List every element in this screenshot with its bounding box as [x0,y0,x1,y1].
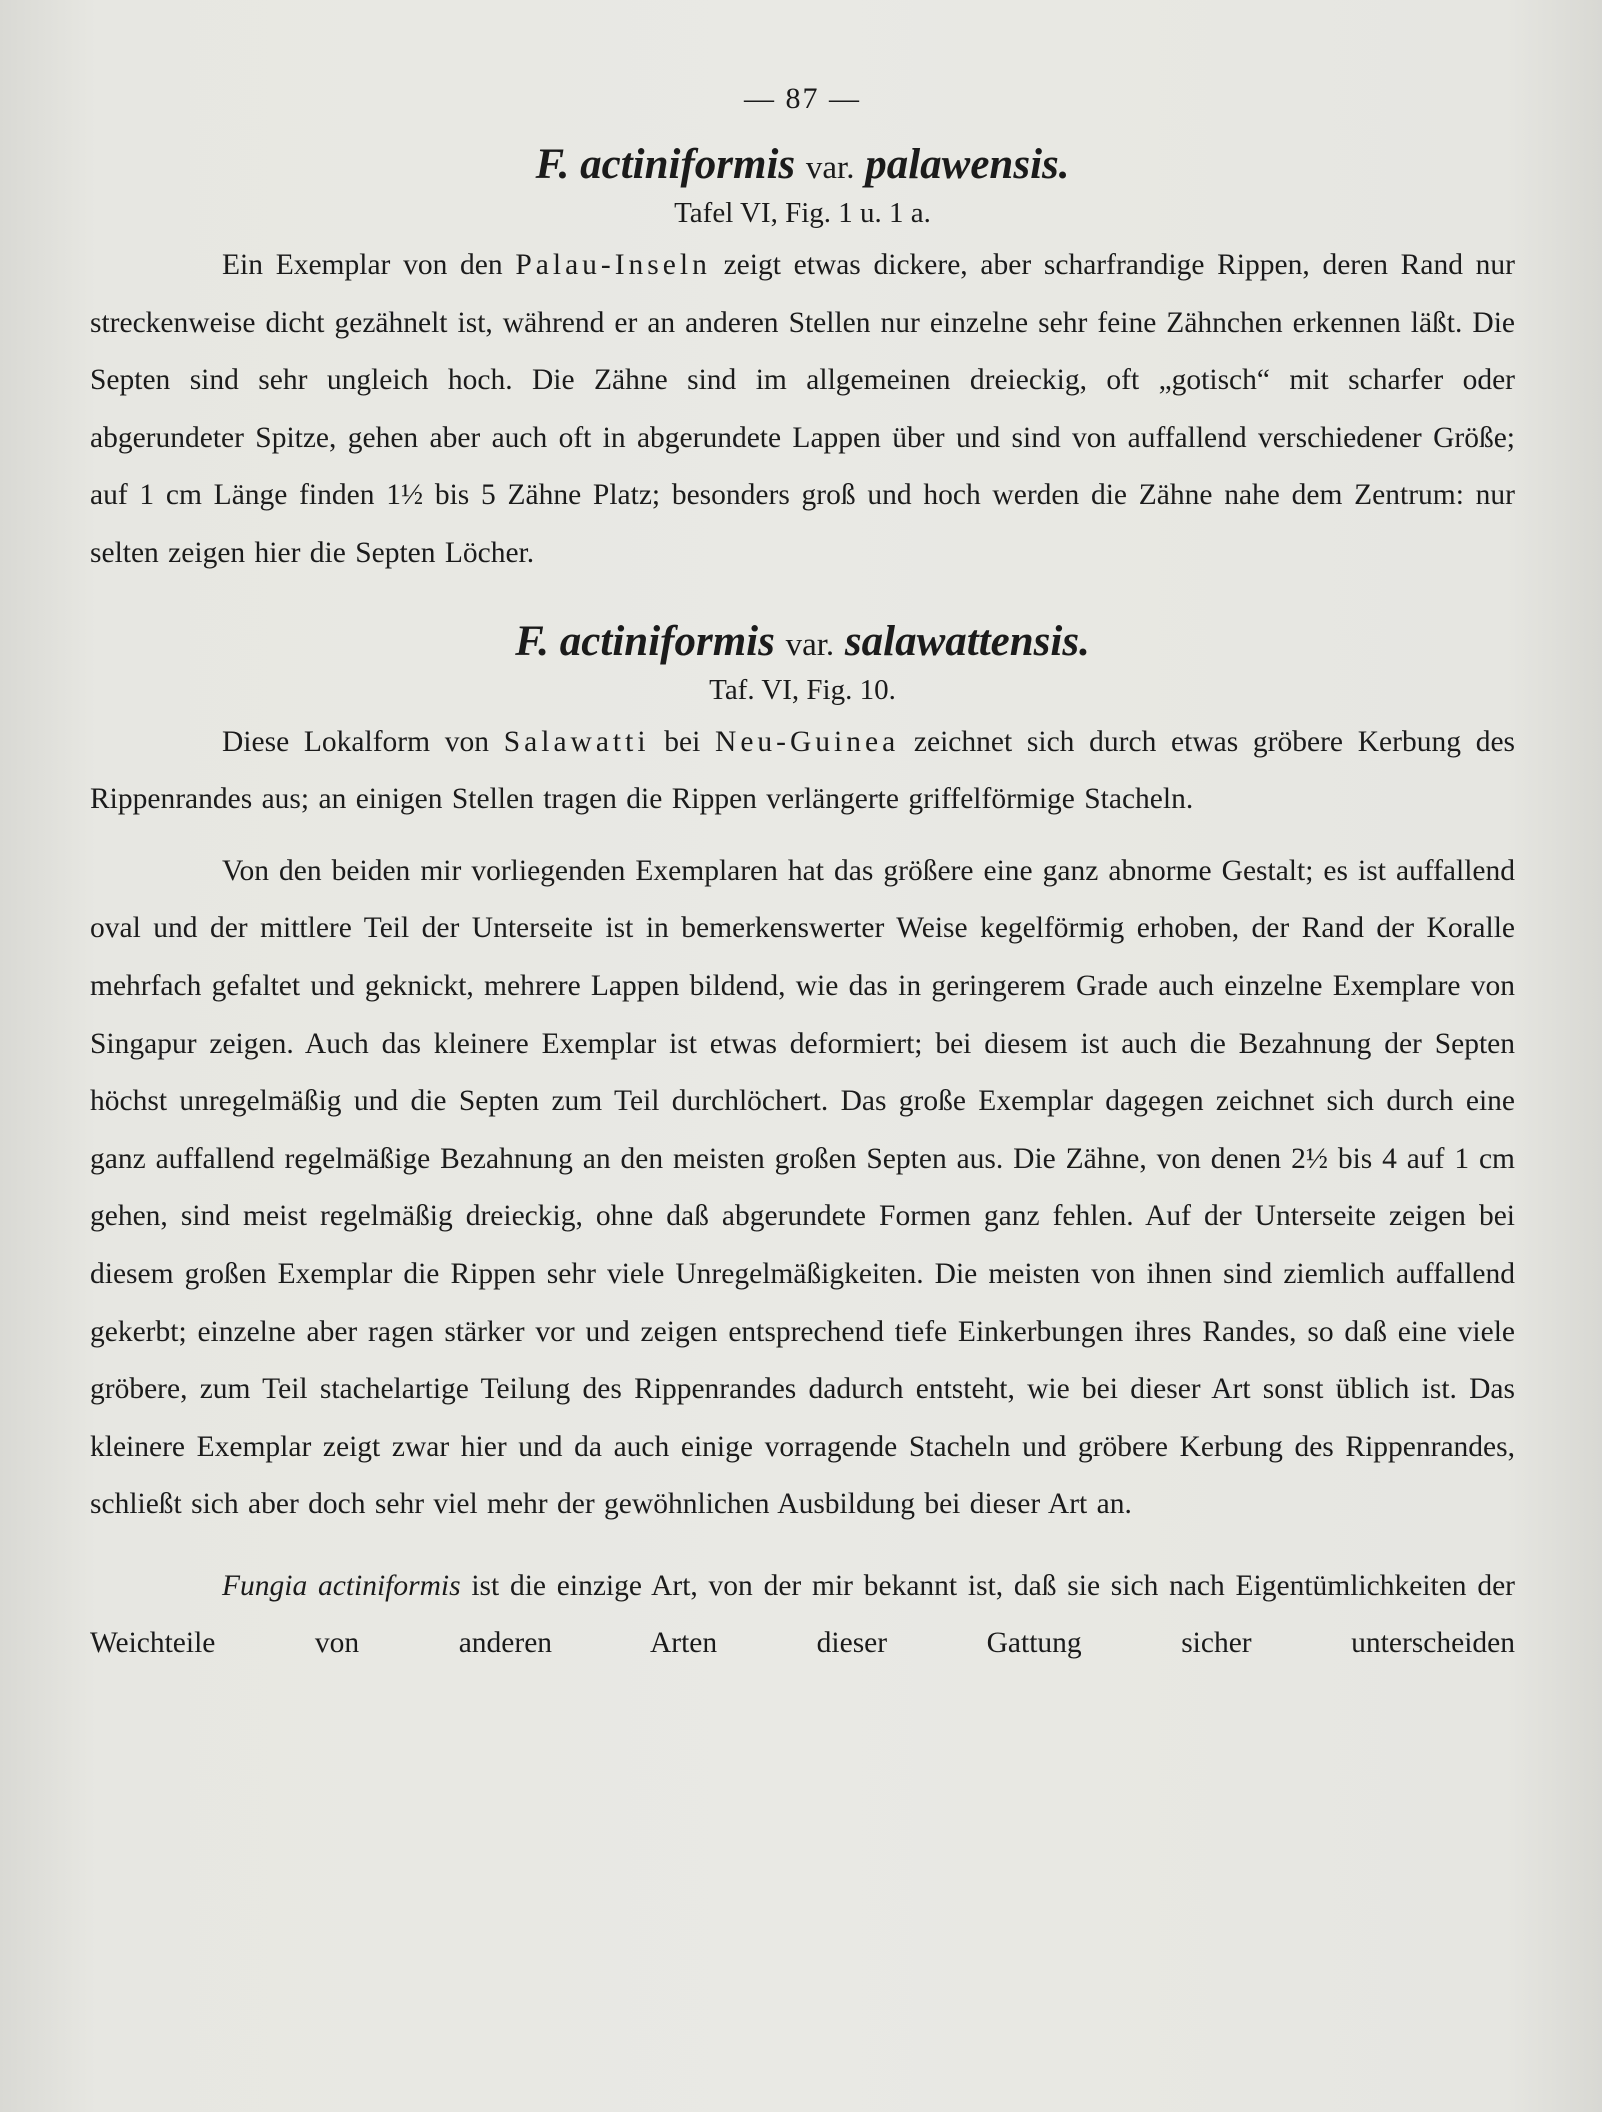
plate-reference: Taf. VI, Fig. 10. [709,673,896,706]
section-heading-salawattensis [90,617,1515,670]
paragraph-text: zeichnet sich durch etwas gröbere Kerbung des Rippenrandes aus; an einigen Stellen tragen die Rippen verlängerte griffelförmige Stacheln. [90,725,1516,816]
paragraph-text: ist die einzige Art, von der mir bekannt ist, daß sie sich nach Eigentümlichkeiten der Weichteile von anderen Arten dieser Gattung sicher unterscheiden [90,1569,1515,1660]
heading-var-word: var. [785,626,835,663]
section-heading-palawensis [90,140,1515,193]
paragraph-palawensis [90,237,1515,583]
paragraph-fungia [90,1558,1515,1673]
heading-species-name: F. actiniformis [515,617,775,665]
paragraph-text: zeigt etwas dickere, aber scharfrandige Rippen, deren Rand nur streckenweise dicht gezähnelt ist, während er an anderen Stellen nur einzelne sehr feine Zähnchen erkennen läßt. Die Septen sind sehr ungleich hoch. Die Zähne sind im allgemeinen dreieckig, oft „gotisch“ mit scharfer oder abgerundeter Spitze, gehen aber auch oft in abgerundete Lappen über und sind von auffallend verschiedener Größe; auf 1 cm Länge finden 1½ bis 5 Zähne Platz; besonders groß und hoch werden die Zähne nahe dem Zentrum: nur selten zeigen hier die Septen Löcher. [90,249,1515,569]
locality-name: Neu-Guinea [715,725,900,758]
locality-name: Salawatti [503,725,650,758]
paragraph-text: Ein Exemplar von den [222,249,516,281]
page-content [90,82,1515,1673]
plate-reference: Tafel VI, Fig. 1 u. 1 a. [674,197,931,229]
heading-variety-name: salawattensis. [844,617,1090,665]
heading-variety-name: palawensis. [865,141,1070,188]
heading-species-name: F. actiniformis [535,141,796,188]
paragraph-text: Diese Lokalform von [222,725,504,758]
species-name: Fungia actiniformis [222,1569,461,1602]
page-number: — 87 — [744,82,861,115]
paragraph-salawattensis-2: Von den beiden mir vorliegenden Exemplaren hat das größere eine ganz abnorme Gestalt; es ist auffallend oval und der mittlere Teil der Unterseite ist in bemerkenswerter Weise kegelförmig erhoben, der Rand der Koralle mehrfach gefaltet und geknickt, mehrere Lappen bildend, wie das in geringerem Grade auch einzelne Exemplare von Singapur zeigen. Auch das kleinere Exemplar ist etwas deformiert; bei diesem ist auch die Bezahnung der Septen höchst unregelmäßig und die Septen zum Teil durchlöchert. Das große Exemplar dagegen zeichnet sich durch eine ganz auffallend regelmäßige Bezahnung an den meisten großen Septen aus. Die Zähne, von denen 2½ bis 4 auf 1 cm gehen, sind meist regelmäßig dreieckig, ohne daß abgerundete Formen ganz fehlen. Auf der Unterseite zeigen bei diesem großen Exemplar die Rippen sehr viele Unregelmäßigkeiten. Die meisten von ihnen sind ziemlich auffallend gekerbt; einzelne aber ragen stärker vor und zeigen entsprechend tiefe Einkerbungen ihres Randes, so daß eine viele gröbere, zum Teil stachelartige Teilung des Rippenrandes dadurch entsteht, wie bei dieser Art sonst üblich ist. Das kleinere Exemplar zeigt zwar hier und da auch einige vorragende Stacheln und gröbere Kerbung des Rippenrandes, schließt sich aber doch sehr viel mehr der gewöhnlichen Ausbildung bei dieser Art an. [90,854,1515,1521]
paragraph-salawattensis-1 [90,714,1515,829]
locality-name: Palau-Inseln [515,249,711,281]
heading-var-word: var. [805,150,855,186]
paragraph-text: bei [649,725,716,758]
